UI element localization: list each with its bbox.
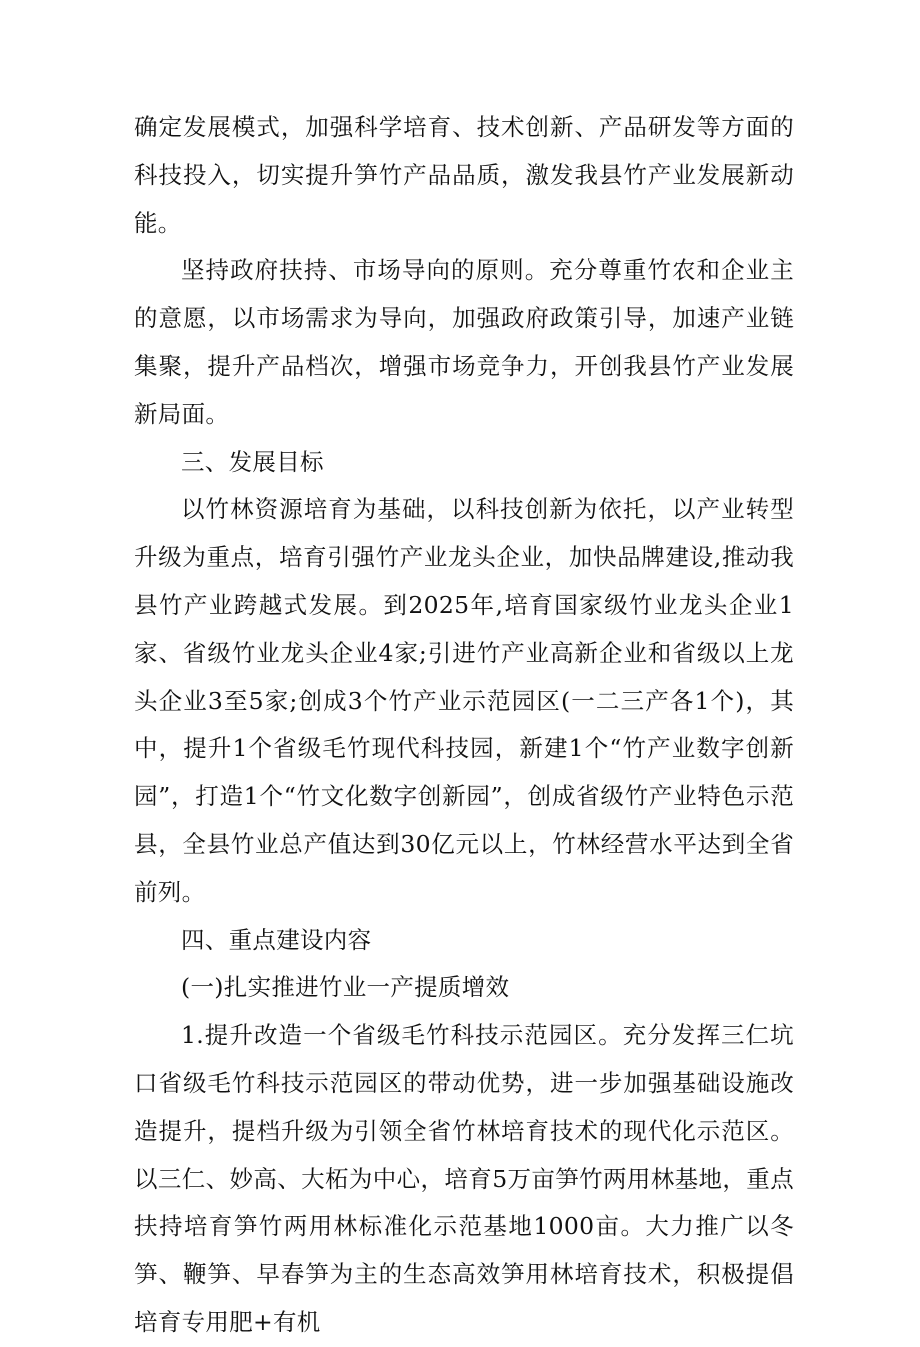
paragraph-development-mode: 确定发展模式，加强科学培育、技术创新、产品研发等方面的科技投入，切实提升笋竹产品品质，激发我县竹产业发展新动能。	[134, 113, 794, 237]
paragraph-development-goals: 以竹林资源培育为基础，以科技创新为依托，以产业转型升级为重点，培育引强竹产业龙头企业，加快品牌建设,推动我县竹产业跨越式发展。到2025年,培育国家级竹业龙头企业1家、省级竹业龙头企业4家;引进竹产业高新企业和省级以上龙头企业3至5家;创成3个竹产业示范园区(一二三产各1个)，其中，提升1个省级毛竹现代科技园，新建1个“竹产业数字创新园”，打造1个“竹文化数字创新园”，创成省级竹产业特色示范县，全县竹业总产值达到30亿元以上，竹林经营水平达到全省前列。	[134, 495, 794, 906]
document-body	[134, 104, 794, 1347]
subheading-primary-industry: (一)扎实推进竹业一产提质增效	[181, 973, 510, 1002]
heading-key-construction: 四、重点建设内容	[181, 925, 372, 954]
heading-development-goals: 三、发展目标	[181, 447, 324, 476]
paragraph-government-market-principle: 坚持政府扶持、市场导向的原则。充分尊重竹农和企业主的意愿，以市场需求为导向，加强政府政策引导，加速产业链集聚，提升产品档次，增强市场竞争力，开创我县竹产业发展新局面。	[134, 256, 794, 428]
paragraph-science-park-upgrade: 1.提升改造一个省级毛竹科技示范园区。充分发挥三仁坑口省级毛竹科技示范园区的带动优势，进一步加强基础设施改造提升，提档升级为引领全省竹林培育技术的现代化示范区。以三仁、妙高、大柘为中心，培育5万亩笋竹两用林基地，重点扶持培育笋竹两用林标准化示范基地1000亩。大力推广以冬笋、鞭笋、早春笋为主的生态高效笋用林培育技术，积极提倡培育专用肥+有机	[134, 1021, 794, 1336]
